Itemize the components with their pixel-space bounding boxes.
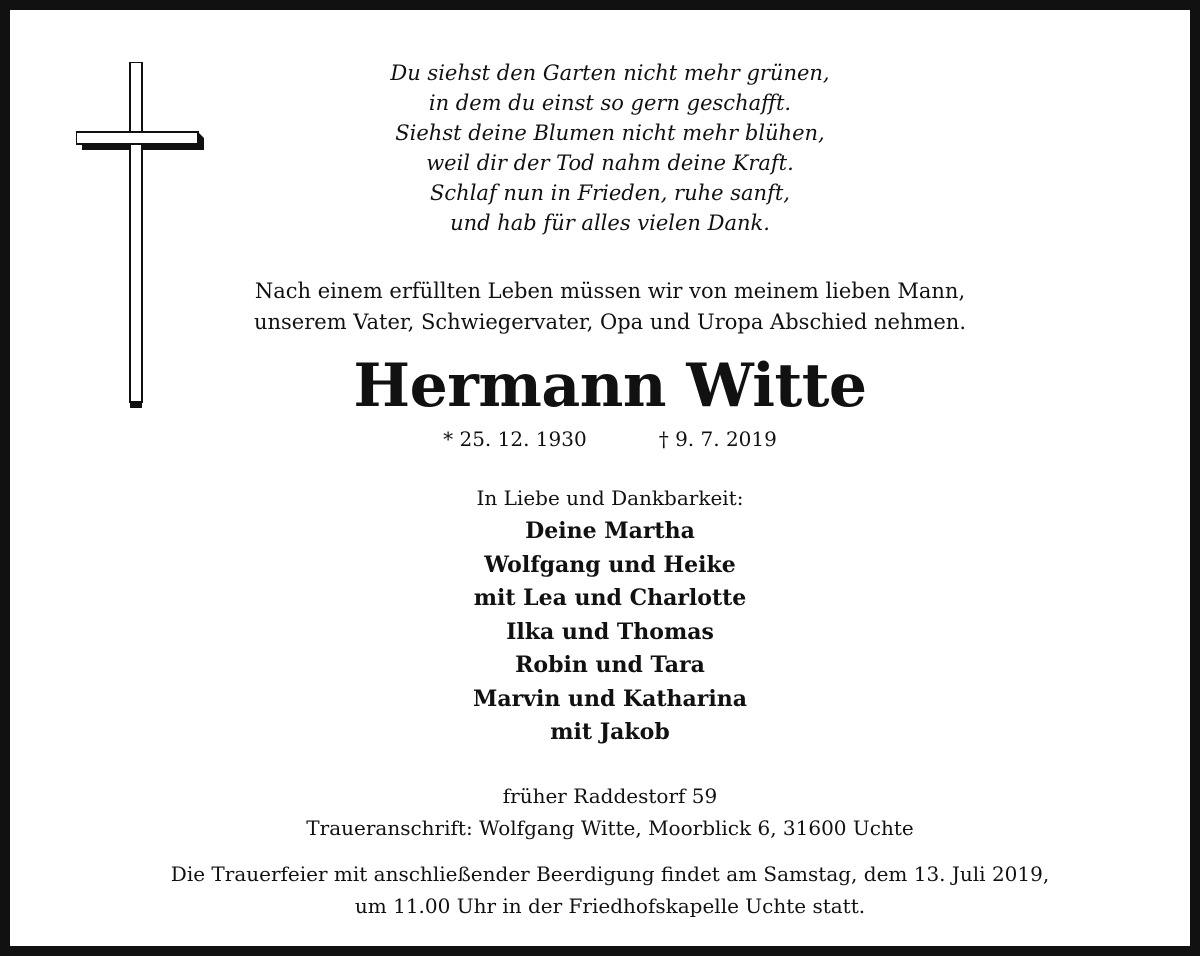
- address-block: [10, 780, 1200, 844]
- family-member: Marvin und Katharina: [472, 685, 747, 712]
- family-member: Deine Martha: [525, 518, 695, 544]
- intro-line: Nach einem erfüllten Leben müssen wir von meinem lieben Mann,: [254, 279, 966, 303]
- family-signature: [10, 482, 1200, 750]
- poem-line: in dem du einst so gern geschafft.: [428, 91, 792, 115]
- service-line: um 11.00 Uhr in der Friedhofskapelle Uchte statt.: [354, 894, 866, 918]
- family-member: Wolfgang und Heike: [484, 551, 736, 578]
- poem-line: Du siehst den Garten nicht mehr grünen,: [390, 61, 830, 85]
- poem-line: weil dir der Tod nahm deine Kraft.: [426, 151, 794, 175]
- intro-text: [10, 276, 1200, 338]
- family-lead: In Liebe und Dankbarkeit:: [476, 486, 744, 510]
- service-line: Die Trauerfeier mit anschließender Beerdigung findet am Samstag, dem 13. Juli 2019,: [170, 862, 1050, 886]
- birth-date: * 25. 12. 1930: [443, 427, 587, 451]
- poem-line: Schlaf nun in Frieden, ruhe sanft,: [430, 181, 790, 205]
- family-member: mit Lea und Charlotte: [473, 585, 747, 611]
- death-date: † 9. 7. 2019: [658, 427, 777, 451]
- family-member: Robin und Tara: [515, 652, 705, 678]
- family-member: mit Jakob: [550, 719, 670, 745]
- mourning-address: Traueranschrift: Wolfgang Witte, Moorblick 6, 31600 Uchte: [306, 816, 914, 840]
- poem-line: Siehst deine Blumen nicht mehr blühen,: [395, 121, 825, 145]
- former-address: früher Raddestorf 59: [502, 784, 718, 808]
- deceased-name: Hermann Witte: [353, 351, 867, 421]
- funeral-service-info: [10, 858, 1200, 922]
- life-dates: [10, 424, 1200, 454]
- poem-line: und hab für alles vielen Dank.: [450, 211, 770, 235]
- poem: [10, 58, 1200, 238]
- family-member: Ilka und Thomas: [506, 618, 714, 645]
- intro-line: unserem Vater, Schwiegervater, Opa und Uropa Abschied nehmen.: [253, 310, 967, 334]
